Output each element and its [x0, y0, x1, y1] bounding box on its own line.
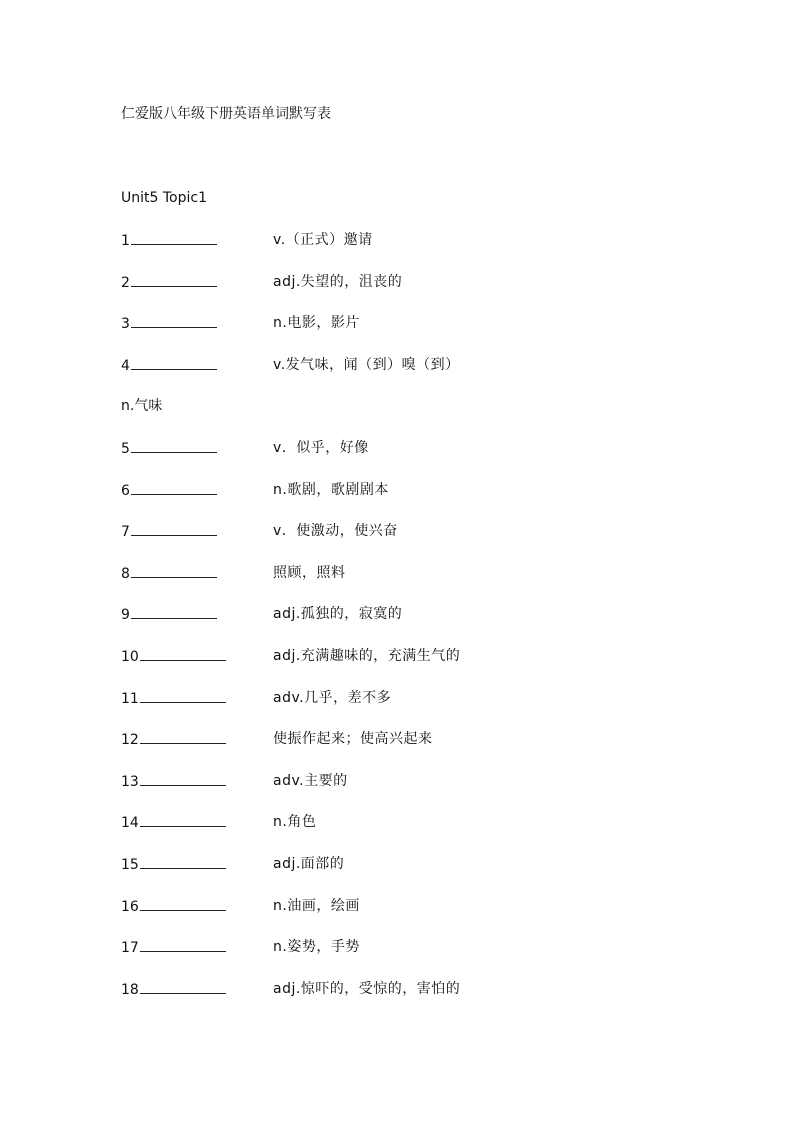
- entry-meaning: v.（正式）邀请: [273, 232, 373, 248]
- entry-number: 8: [121, 563, 217, 584]
- list-item: [121, 937, 721, 979]
- entry-number: 11: [121, 688, 226, 709]
- document-title: 仁爱版八年级下册英语单词默写表: [121, 106, 331, 122]
- list-item: [121, 230, 721, 272]
- answer-blank[interactable]: [140, 979, 226, 994]
- list-item: [121, 604, 721, 646]
- vocabulary-list: [121, 230, 721, 1020]
- entry-meaning: n.姿势，手势: [273, 939, 360, 956]
- answer-blank[interactable]: [131, 313, 217, 328]
- answer-blank[interactable]: [140, 937, 226, 952]
- list-item: [121, 438, 721, 480]
- entry-meaning: v．使激动，使兴奋: [273, 523, 398, 540]
- entry-meaning-continuation: n.气味: [121, 398, 163, 415]
- list-item-continuation: [121, 396, 721, 438]
- entry-meaning: n.歌剧，歌剧剧本: [273, 481, 389, 498]
- list-item: [121, 355, 721, 397]
- entry-number: 5: [121, 438, 217, 459]
- list-item: [121, 313, 721, 355]
- answer-blank[interactable]: [140, 729, 226, 744]
- entry-number: 4: [121, 355, 217, 376]
- answer-blank[interactable]: [140, 688, 226, 703]
- entry-meaning: v.发气味，闻（到）嗅（到）: [273, 356, 460, 373]
- answer-blank[interactable]: [140, 771, 226, 786]
- list-item: [121, 272, 721, 314]
- entry-number: 17: [121, 937, 226, 958]
- entry-number: 7: [121, 521, 217, 542]
- answer-blank[interactable]: [140, 812, 226, 827]
- entry-number: 14: [121, 812, 226, 833]
- list-item: [121, 521, 721, 563]
- answer-blank[interactable]: [131, 604, 217, 619]
- list-item: [121, 812, 721, 854]
- entry-number: 3: [121, 313, 217, 334]
- entry-number: 16: [121, 896, 226, 917]
- answer-blank[interactable]: [131, 355, 217, 370]
- unit-heading: Unit5 Topic1: [121, 190, 207, 206]
- entry-number: 15: [121, 854, 226, 875]
- entry-meaning: v．似乎，好像: [273, 439, 369, 456]
- entry-meaning: adj.面部的: [273, 855, 345, 872]
- entry-number: 18: [121, 979, 226, 1000]
- answer-blank[interactable]: [140, 896, 226, 911]
- entry-meaning: adv.几乎，差不多: [273, 689, 392, 706]
- entry-number: 13: [121, 771, 226, 792]
- entry-meaning: n.油画，绘画: [273, 897, 360, 914]
- list-item: [121, 563, 721, 605]
- entry-meaning: adj.充满趣味的，充满生气的: [273, 647, 461, 664]
- answer-blank[interactable]: [131, 563, 217, 578]
- list-item: [121, 480, 721, 522]
- list-item: [121, 688, 721, 730]
- answer-blank[interactable]: [131, 272, 217, 287]
- answer-blank[interactable]: [131, 438, 217, 453]
- entry-number: 2: [121, 272, 217, 293]
- entry-number: 1: [121, 230, 217, 251]
- answer-blank[interactable]: [140, 646, 226, 661]
- entry-meaning: n.电影，影片: [273, 315, 360, 332]
- entry-number: 10: [121, 646, 226, 667]
- list-item: [121, 979, 721, 1021]
- list-item: [121, 771, 721, 813]
- list-item: [121, 729, 721, 771]
- entry-number: 6: [121, 480, 217, 501]
- entry-number: 9: [121, 604, 217, 625]
- entry-meaning: adj.孤独的，寂寞的: [273, 606, 403, 623]
- entry-meaning: n.角色: [273, 814, 317, 831]
- answer-blank[interactable]: [131, 521, 217, 536]
- answer-blank[interactable]: [140, 854, 226, 869]
- entry-meaning: adj.失望的，沮丧的: [273, 273, 403, 290]
- list-item: [121, 896, 721, 938]
- list-item: [121, 854, 721, 896]
- answer-blank[interactable]: [131, 230, 217, 245]
- entry-meaning: 使振作起来；使高兴起来: [273, 731, 433, 748]
- entry-meaning: adj.惊吓的，受惊的，害怕的: [273, 980, 461, 997]
- entry-meaning: 照顾，照料: [273, 564, 346, 581]
- entry-number: 12: [121, 729, 226, 750]
- list-item: [121, 646, 721, 688]
- answer-blank[interactable]: [131, 480, 217, 495]
- entry-meaning: adv.主要的: [273, 772, 348, 789]
